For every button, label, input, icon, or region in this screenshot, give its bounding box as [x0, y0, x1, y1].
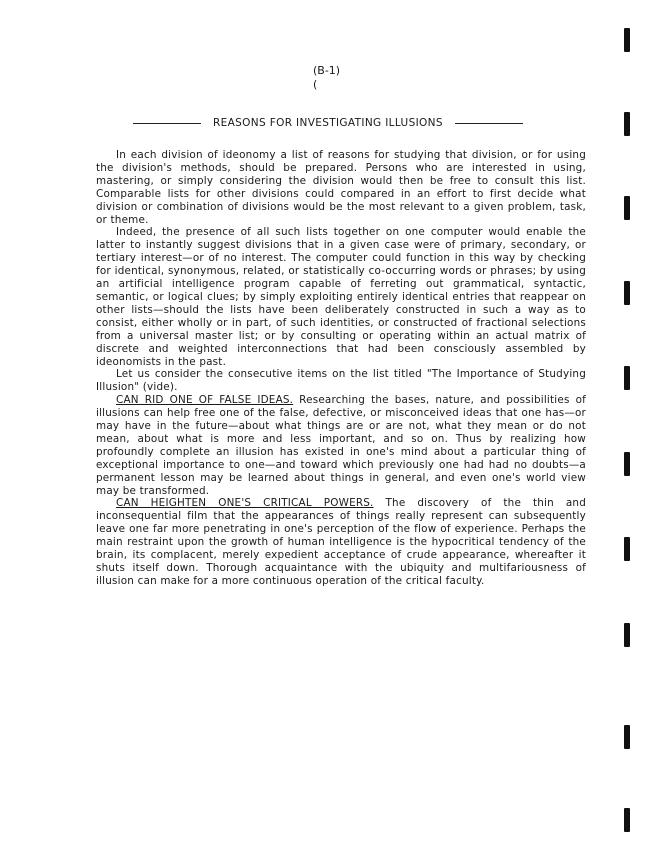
paragraph-text: The discovery of the thin and inconsequential film that the appearances of things really represent can subsequently leave one far more penetrating in one's perception of the flow of experience. Perhaps the main restraint upon the growth of human intelligence is the hypocritical tendency of the brain, its complacent, merely expedient acceptance of crude appearance, whereafter it shuts itself down. Thorough acquaintance with the ubiquity and multifariousness of illusion can make for a more continuous operation of the critical faculty. — [96, 497, 586, 587]
paragraph-text: Let us consider the consecutive items on the list titled "The Importance of Studying Illusion" (vide). — [96, 368, 586, 394]
heading-rule-right — [455, 123, 523, 124]
paragraph-lead-heading: CAN RID ONE OF FALSE IDEAS. — [116, 394, 294, 407]
paragraph-text: In each division of ideonomy a list of reasons for studying that division, or for using the division's methods, should be prepared. Persons who are interested in using, mastering, or simply considering the division would then be free to consult this list. Comparable lists for other divisions could compared in an effort to first decide what division or combination of divisions would be the most relevant to a given problem, task, or theme. — [96, 149, 586, 226]
binding-mark — [624, 366, 630, 390]
paragraph-text: Researching the bases, nature, and possibilities of illusions can help free one of the false, defective, or misconceived ideas that one has—or may have in the future—about what things are or are not, what they mean or do not mean, about what is more and less important, and so on. Thus by realizing how profoundly complete an illusion has existed in one's mind about a particular thing of exceptional importance to one—and toward which previously one had had no doubts—a permanent lesson may be learned about things in general, and even one's world view may be transformed. — [96, 394, 586, 497]
page-number-label: (B-1) — [313, 64, 341, 77]
binding-mark — [624, 808, 630, 832]
binding-mark — [624, 281, 630, 305]
paragraph-false-ideas — [96, 394, 586, 497]
page-number-paren: ( — [313, 78, 318, 91]
section-heading-row — [133, 117, 525, 129]
binding-mark — [624, 537, 630, 561]
binding-mark — [624, 196, 630, 220]
paragraph-intro — [96, 149, 586, 226]
paragraph-critical-powers — [96, 497, 586, 587]
binding-mark — [624, 28, 630, 52]
paragraph-consider-items — [96, 368, 586, 394]
page-number — [313, 64, 340, 92]
heading-rule-left — [133, 123, 201, 124]
section-heading: REASONS FOR INVESTIGATING ILLUSIONS — [213, 117, 443, 129]
binding-mark — [624, 452, 630, 476]
paragraph-computer-lists — [96, 226, 586, 368]
binding-mark — [624, 725, 630, 749]
paragraph-text: Indeed, the presence of all such lists together on one computer would enable the latter to instantly suggest divisions that in a given case were of primary, secondary, or tertiary interest—or of no interest. The computer could function in this way by checking for identical, synonymous, related, or statistically co-occurring words or phrases; by using an artificial intelligence program capable of ferreting out grammatical, syntactic, semantic, or logical clues; by simply exploiting entirely identical entries that reappear on other lists—should the lists have been deliberately constructed in such a way as to consist, either wholly or in part, of such identities, or constructed of fractional selections from a universal master list; or by consulting or operating within an actual matrix of discrete and weighted interconnections that had been consciously assembled by ideonomists in the past. — [96, 226, 586, 368]
paragraph-lead-heading: CAN HEIGHTEN ONE'S CRITICAL POWERS. — [116, 497, 374, 510]
binding-mark — [624, 112, 630, 136]
body-text — [96, 149, 586, 588]
binding-mark — [624, 623, 630, 647]
